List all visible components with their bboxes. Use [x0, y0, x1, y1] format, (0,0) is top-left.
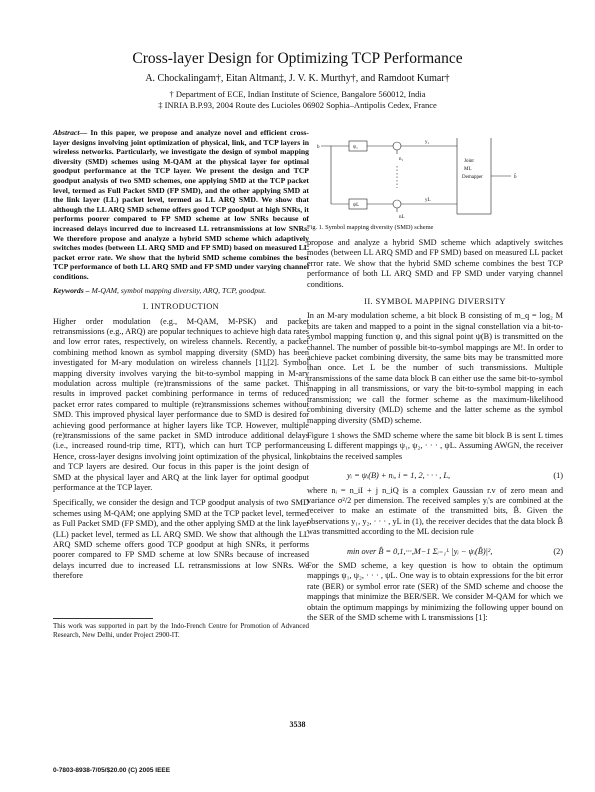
- after-equation-2: For the SMD scheme, a key question is how to obtain the optimum mappings ψ₁, ψ₂, · · · , ψL. One way is to obtain expressions for the bit error rate (BER) or symbol error rate (SER) of the SMD scheme and choose the mappings that minimize the BER/SER. We consider M-QAM for which we obtain the optimum mappings by minimizing the following upper bound on the SER of the SMD scheme with L transmissions [1]:: [307, 560, 563, 622]
- section-heading-smd: II. SYMBOL MAPPING DIVERSITY: [364, 297, 506, 307]
- right-column: [307, 238, 563, 628]
- author-list: A. Chockalingam†, Eitan Altman‡, J. V. K. Murthy†, and Ramdoot Kumar†: [145, 73, 450, 84]
- affiliation-2: ‡ INRIA B.P.93, 2004 Route des Lucioles 06902 Sophia–Antipolis Cedex, France: [158, 100, 437, 110]
- right-paragraph-1: propose and analyze a hybrid SMD scheme which adaptively switches modes (between LL ARQ SMD and FP SMD) based on measured LL packet error rate. We show that the hybrid SMD scheme combines the best TCP performance of both LL ARQ SMD and FP SMD under varying channel conditions.: [307, 238, 563, 289]
- equation-1-number: (1): [553, 471, 563, 481]
- figure-joint-label: Joint: [464, 159, 474, 164]
- figure-caption: Fig. 1. Symbol mapping diversity (SMD) scheme: [307, 224, 434, 231]
- figure-demapper-label: Demapper: [462, 175, 483, 180]
- equation-2-body: min over B̂ = 0,1,···,M−1 Σᵢ₌₁ᴸ |yᵢ − ψᵢ(B̂)|²,: [347, 546, 493, 556]
- figure-y1-label: y₁: [425, 140, 430, 145]
- smd-paragraph-2: Figure 1 shows the SMD scheme where the same bit block B is sent L times using L different mappings ψ₁, ψ₂, · · · , ψL. Assuming AWGN, the receiver obtains the received samples: [307, 430, 563, 461]
- figure-input-label: b: [317, 145, 320, 150]
- figure-yL-label: yL: [425, 198, 431, 203]
- left-column: [53, 128, 309, 587]
- figure-psi1-label: ψ₁: [353, 145, 358, 150]
- abstract-text: In this paper, we propose and analyze novel and efficient cross-layer designs involving joint optimization of physical, link, and TCP layers in wireless networks. Particularly, we investigate the design of symbol mapping diversity (SMD) schemes using M-QAM at the physical layer for optimal goodput performance at the TCP layer. We present the design and TCP goodput analysis of two SMD schemes, one applying SMD at the TCP packet level, termed as Full Packet SMD (FP SMD), and the other applying SMD at the link layer (LL) packet level, termed as LL ARQ SMD. We show that although the LL ARQ SMD scheme offers good TCP goodput at high SNRs, it performs poorer compared to FP SMD scheme at low SNRs because of increased delays incurred due to increased LL retransmissions at low SNRs. We therefore propose and analyze a hybrid SMD scheme which adaptively switches modes (between LL ARQ SMD and FP SMD) based on measured LL packet error rate. We show that the hybrid SMD scheme combines the best TCP performance of both LL ARQ SMD and FP SMD under varying channel conditions.: [53, 128, 309, 281]
- keywords: [53, 286, 309, 296]
- section-heading-introduction: I. INTRODUCTION: [142, 302, 220, 312]
- footnote: This work was supported in part by the Indo-French Centre for Promotion of Advanced Research, New Delhi, under Project 2900-IT.: [53, 622, 309, 639]
- abstract-label: Abstract—: [53, 128, 88, 137]
- smd-scheme-figure: [307, 138, 563, 226]
- figure-nL-label: nL: [399, 215, 405, 220]
- figure-ml-label: ML: [464, 167, 472, 172]
- footnote-divider: [53, 618, 153, 619]
- intro-paragraph-1: Higher order modulation (e.g., M-QAM, M-PSK) and packet retransmissions (e.g., ARQ) are popular techniques to achieve high data rates and low error rates, respectively, on wireless channels. Recently, a packet combining method known as symbol mapping diversity (SMD) has been investigated for M-ary modulation on wireless channels [1],[2]. Symbol mapping diversity involves varying the bit-to-symbol mapping in M-ary modulation across multiple (re)transmissions of the same packet. This results in improved packet combining performance in terms of reduced packet error rates compared to multiple (re)transmissions schemes without SMD. This improved physical layer performance due to SMD is desired for achieving good performance at higher layers like TCP. However, multiple (re)transmissions of the same packet in SMD introduce additional delays (i.e., increased round-trip time, RTT), which can hurt TCP performance. Hence, cross-layer designs involving joint optimization of the physical, link, and TCP layers are desired. Our focus in this paper is the joint design of SMD at the physical layer and ARQ at the link layer for optimal goodput performance at the TCP layer.: [53, 316, 309, 492]
- affiliation-1: † Department of ECE, Indian Institute of Science, Bangalore 560012, India: [169, 89, 426, 99]
- keywords-text: M-QAM, symbol mapping diversity, ARQ, TCP, goodput.: [89, 285, 267, 295]
- intro-paragraph-2: Specifically, we consider the design and TCP goodput analysis of two SMD schemes using M-QAM; one applying SMD at the TCP packet level, termed as Full Packet SMD (FP SMD), and the other applying SMD at the link layer (LL) packet level, termed as LL ARQ SMD. We show that although the LL ARQ SMD scheme offers good TCP goodput at high SNRs, it performs poorer compared to FP SMD scheme at low SNRs because of increased delays incurred due to increased LL retransmissions at low SNRs. We therefore: [53, 498, 309, 581]
- keywords-label: Keywords –: [53, 285, 90, 295]
- figure-psiL-label: ψL: [353, 203, 360, 208]
- equation-2: [307, 543, 563, 561]
- abstract: [53, 128, 309, 282]
- figure-output-label: b̂: [514, 175, 517, 180]
- isbn-line: 0-7803-8938-7/05/$20.00 (C) 2005 IEEE: [53, 767, 171, 774]
- smd-paragraph-1: In an M-ary modulation scheme, a bit block B consisting of m_q = log₂ M bits are taken and mapped to a point in the signal constellation via a bit-to-symbol mapping function ψ, and this signal point ψ(B) is transmitted on the channel. The number of possible bit-to-symbol mappings are M!. In order to achieve packet combining diversity, the same bits may be transmitted more than once. Let L be the number of such transmissions. Multiple transmissions of the same data block B can either use the same bit-to-symbol mapping in all transmissions, or vary the bit-to-symbol mapping in each transmission; we call the former scheme as the maximum-likelihood combining diversity (MLD) scheme and the latter scheme as the symbol mapping diversity (SMD) scheme.: [307, 311, 563, 425]
- page-number: 3538: [289, 720, 306, 729]
- figure-n1-label: n₁: [399, 157, 404, 162]
- after-equation-1: where nᵢ = n_iI + j n_iQ is a complex Gaussian r.v of zero mean and variance σ²/2 per dimension. The received samples yᵢ's are combined at the receiver to make an estimate of the transmitted bits, B̂. Given the observations y₁, y₂, · · · , yL in (1), the receiver decides that the data block B̂ was transmitted according to the ML decision rule: [307, 485, 563, 537]
- paper-title: Cross-layer Design for Optimizing TCP Performance: [132, 50, 463, 67]
- equation-2-number: (2): [553, 546, 563, 556]
- equation-1: [307, 467, 563, 485]
- equation-1-body: yᵢ = ψᵢ(B) + nᵢ, i = 1, 2, · · · , L,: [347, 471, 451, 481]
